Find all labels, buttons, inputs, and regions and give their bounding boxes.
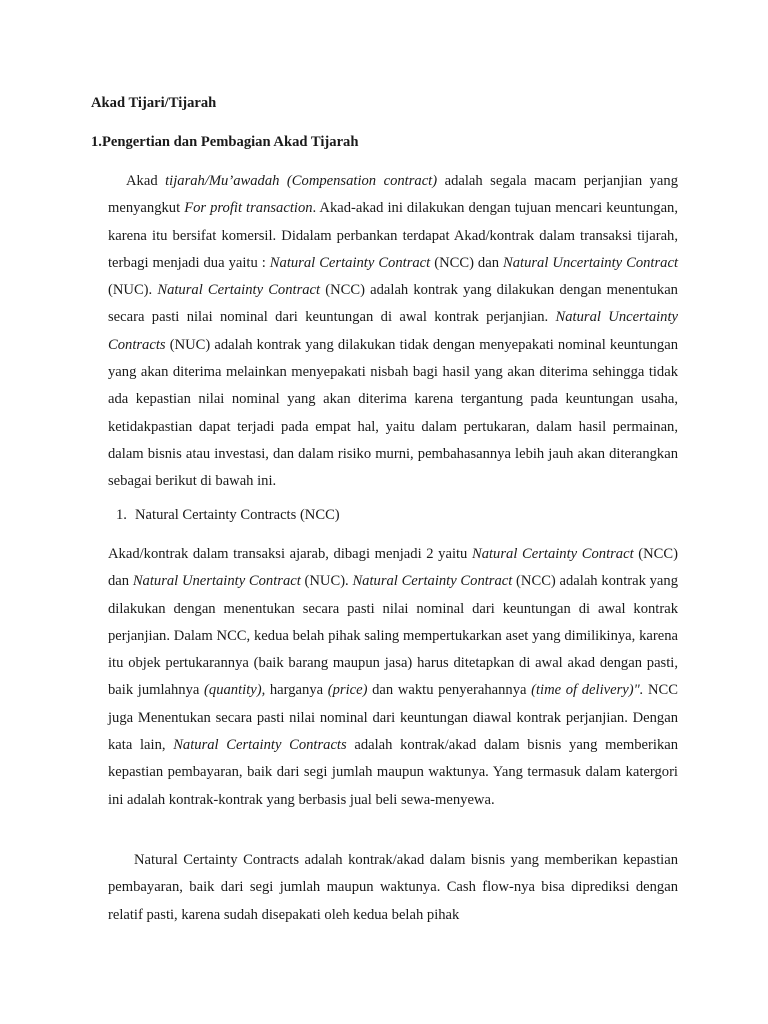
- list-item-text: Natural Certainty Contracts (NCC): [135, 507, 340, 523]
- text-run: (NCC) dan: [430, 254, 503, 271]
- paragraph-2: [108, 541, 678, 814]
- text-run: (NUC) adalah kontrak yang dilakukan tidak dengan menyepakati nominal keuntungan yang akan diterima melainkan menyepakati nisbah bagi hasil yang akan diterima sehingga tidak ada kepastian nilai nominal yang akan diterima karena tergantung pada keuntungan usaha, ketidakpastian dapat terjadi pada empat hal, yaitu dalam pertukaran, dalam hasil permainan, dalam bisnis atau investasi, dan dalam risiko murni, pembahasannya lebih jauh akan diterangkan sebagai berikut di bawah ini.: [108, 336, 678, 490]
- italic-text-run: Natural Uncertainty Contract: [503, 254, 678, 271]
- text-run: (NUC).: [300, 573, 353, 590]
- text-run: (NCC) dan: [108, 546, 678, 590]
- italic-text-run: (time of delivery)".: [531, 682, 644, 699]
- italic-text-run: Natural Certainty Contract: [471, 546, 634, 562]
- italic-text-run: Natural Certainty Contract: [269, 254, 431, 271]
- paragraph-1: [108, 168, 678, 496]
- text-run: Akad: [126, 173, 166, 189]
- section-heading: 1.Pengertian dan Pembagian Akad Tijarah: [91, 134, 359, 150]
- italic-text-run: Natural Uncertainty Contracts: [108, 309, 678, 353]
- italic-text-run: Natural Unertainty Contract: [132, 573, 301, 590]
- italic-text-run: Natural Certainty Contract: [157, 282, 321, 299]
- text-run: Akad/kontrak dalam transaksi ajarab, dibagi menjadi 2 yaitu: [108, 546, 472, 562]
- italic-text-run: For profit transaction: [184, 200, 313, 217]
- text-run: . Akad-akad ini dilakukan dengan tujuan mencari keuntungan, karena itu bersifat komersil. Didalam perbankan terdapat Akad/kontrak dalam transaksi tijarah, terbagi menjadi dua yaitu :: [108, 200, 678, 271]
- text-run: adalah segala macam perjanjian yang menyangkut: [108, 173, 678, 217]
- italic-text-run: Natural Certainty Contracts: [173, 737, 347, 754]
- italic-text-run: (price): [327, 682, 368, 699]
- text-run: Natural Certainty Contracts adalah kontrak/akad dalam bisnis yang memberikan kepastian pembayaran, baik dari segi jumlah maupun waktunya. Cash flow-nya bisa diprediksi dengan relatif pasti, karena sudah disepakati oleh kedua belah pihak: [108, 852, 678, 923]
- list-item: [116, 505, 340, 525]
- italic-text-run: Natural Certainty Contract: [352, 573, 513, 590]
- text-run: NCC juga Menentukan secara pasti nilai nominal dari keuntungan diawal kontrak perjanjian. Dengan kata lain,: [108, 682, 679, 754]
- document-title: Akad Tijari/Tijarah: [91, 95, 217, 111]
- italic-text-run: (quantity),: [204, 682, 266, 699]
- text-run: dan waktu penyerahannya: [367, 682, 532, 699]
- paragraph-3: [108, 847, 678, 929]
- list-item-number: 1.: [116, 507, 127, 523]
- text-run: (NCC) adalah kontrak yang dilakukan dengan menentukan secara pasti nilai nominal dari keuntungan di awal kontrak perjanjian.: [108, 282, 678, 326]
- text-run: harganya: [265, 682, 328, 699]
- text-run: (NCC) adalah kontrak yang dilakukan dengan menentukan secara pasti nilai nominal dari keuntungan di awal kontrak perjanjian. Dalam NCC, kedua belah pihak saling mempertukarkan aset yang dimilikinya, karena itu objek pertukarannya (baik barang maupun jasa) harus ditetapkan di awal akad dengan pasti, baik jumlahnya: [108, 573, 678, 699]
- text-run: (NUC).: [108, 282, 158, 299]
- text-run: adalah kontrak/akad dalam bisnis yang memberikan kepastian pembayaran, baik dari segi jumlah maupun waktunya. Yang termasuk dalam katergori ini adalah kontrak-kontrak yang berbasis jual beli sewa-menyewa.: [108, 737, 679, 808]
- italic-text-run: tijarah/Mu’awadah (Compensation contract): [165, 173, 438, 189]
